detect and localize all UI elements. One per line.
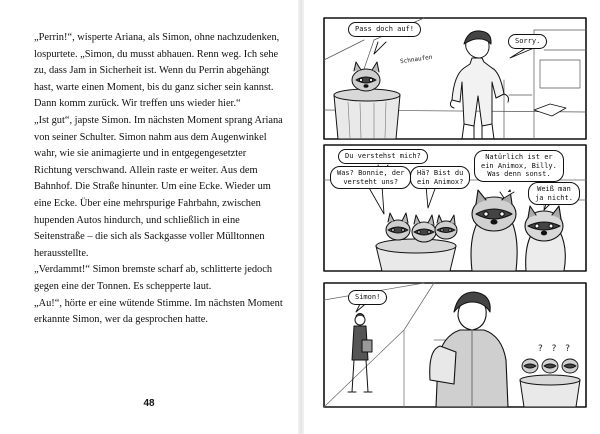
paragraph: „Ist gut“, japste Simon. Im nächsten Moment sprang Ariana von seiner Schulter. Simon nahm aus dem Augenwinkel wahr, wie sie animagierte und in entgegengesetzter Richtung verschwand. Allein raste er weiter. Aus dem Bahnhof. Die Straße hinunter. Um eine Ecke. Wieder um eine Ecke. Über eine mehrspurige Fahrbahn, zwischen hupenden Autos hindurch, und schließlich in eine Seitenstraße – die sich als Sackgasse voller Mülltonnen herausstellte. (34, 114, 283, 259)
speech-bubble: Was? Bonnie, der versteht uns? (330, 166, 411, 189)
page-number: 48 (143, 398, 155, 409)
sound-effect: Schnaufen (399, 53, 433, 66)
paragraph: „Verdammt!“ Simon bremste scharf ab, schlitterte jedoch gegen eine der Tonnen. Es schepperte laut. (34, 264, 273, 292)
speech-bubble: Simon! (348, 290, 387, 305)
comic-art (304, 0, 600, 434)
paragraph: „Perrin!“, wisperte Ariana, als Simon, ohne nachzudenken, lospurtete. „Simon, du musst abhauen. Renn weg. Ich sehe zu, dass Jam in Sicherheit ist. Wenn du Perrin abgehängt hast, warte einen Moment, bis du ganz sicher sein kannst. Dann komm zurück. Wir treffen uns wieder hier.“ (34, 32, 280, 110)
comic-page (304, 0, 600, 434)
speech-bubble: Du verstehst mich? (338, 149, 428, 164)
paragraph: „Au!“, hörte er eine wütende Stimme. Im nächsten Moment erkannte Simon, wer da gesprochen hatte. (34, 297, 283, 326)
speech-bubble: Weiß man ja nicht. (528, 182, 580, 205)
speech-bubble: Hä? Bist du ein Animox? (410, 166, 470, 189)
story-text (34, 30, 284, 329)
left-page (0, 0, 298, 434)
speech-bubble: Pass doch auf! (348, 22, 421, 37)
speech-bubble: Natürlich ist er ein Animox, Billy. Was denn sonst. (474, 150, 564, 182)
question-marks: ? ? ? (538, 344, 574, 354)
speech-bubble: Sorry. (508, 34, 547, 49)
